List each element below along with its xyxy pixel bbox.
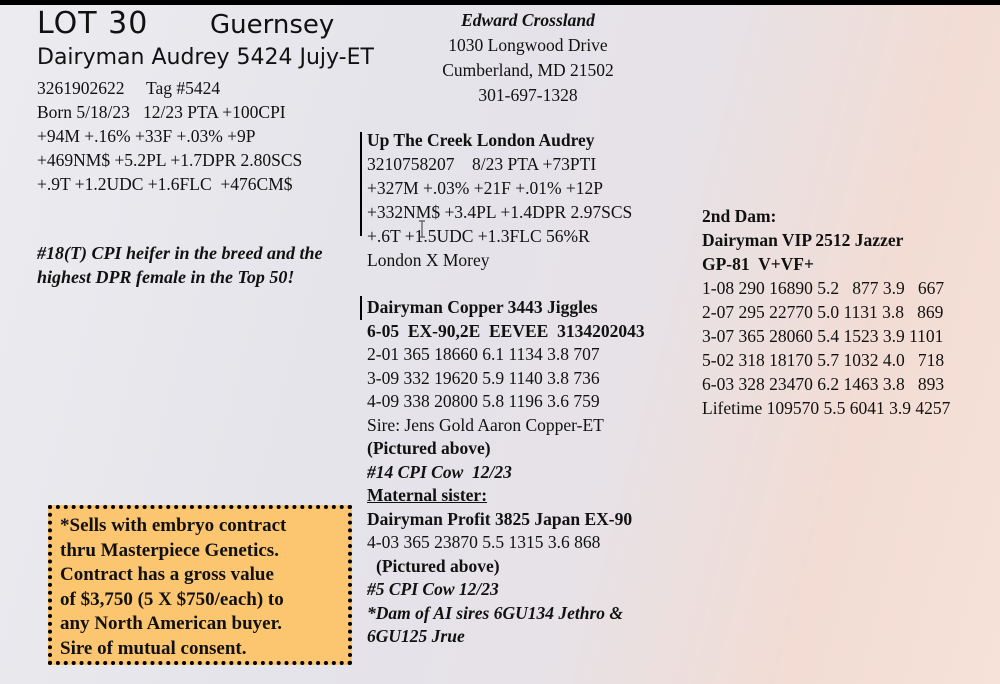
granddam-record: 4-09 338 20800 5.8 1196 3.6 759 <box>367 391 600 411</box>
info-line: +.9T +1.2UDC +1.6FLC +476CM$ <box>37 174 293 194</box>
breeder-address-line1: 1030 Longwood Drive <box>448 35 608 55</box>
dam-line: +327M +.03% +21F +.01% +12P <box>367 178 604 198</box>
top-border <box>0 0 1000 5</box>
granddam-sire: Sire: Jens Gold Aaron Copper-ET <box>367 414 604 435</box>
contract-line: Sire of mutual consent. <box>60 637 247 659</box>
dam-line: 3210758207 8/23 PTA +73PTI <box>367 154 597 174</box>
highlight-line: #18(T) CPI heifer in the breed and the <box>37 243 323 263</box>
second-dam-classification: GP-81 V+VF+ <box>702 254 814 274</box>
breed-label: Guernsey <box>210 10 335 40</box>
maternal-sister-note: 6GU125 Jrue <box>367 626 465 646</box>
dam-name: Up The Creek London Audrey <box>367 130 595 150</box>
dam-section <box>367 128 632 272</box>
info-line: 3261902622 Tag #5424 <box>37 78 221 98</box>
breeder-contact <box>410 8 646 108</box>
second-dam-record: 1-08 290 16890 5.2 877 3.9 667 <box>702 278 945 298</box>
dam-sire-line: London X Morey <box>367 250 490 270</box>
second-dam-section <box>702 204 950 420</box>
highlight-line: highest DPR female in the Top 50! <box>37 267 295 287</box>
maternal-sister-rank: #5 CPI Cow 12/23 <box>367 579 499 599</box>
info-line: +469NM$ +5.2PL +1.7DPR 2.80SCS <box>37 150 303 170</box>
granddam-section <box>367 296 645 649</box>
maternal-sister-name: Dairyman Profit 3825 Japan EX-90 <box>367 508 633 529</box>
embryo-contract-box <box>48 505 352 665</box>
second-dam-lifetime: Lifetime 109570 5.5 6041 3.9 4257 <box>702 398 951 418</box>
animal-name: Dairyman Audrey 5424 Jujy-ET <box>37 45 374 70</box>
second-dam-record: 3-07 365 28060 5.4 1523 3.9 1101 <box>702 326 944 346</box>
contract-line: *Sells with embryo contract <box>60 515 287 536</box>
second-dam-record: 5-02 318 18170 5.7 1032 4.0 718 <box>702 350 945 370</box>
pedigree-line-dam <box>360 132 362 236</box>
maternal-sister-note: *Dam of AI sires 6GU134 Jethro & <box>367 602 624 623</box>
highlight-note <box>37 241 323 289</box>
breeder-address-line2: Cumberland, MD 21502 <box>442 60 614 80</box>
second-dam-label: 2nd Dam: <box>702 206 777 226</box>
maternal-sister-pictured: (Pictured above) <box>376 555 500 576</box>
granddam-classification-text: 6-05 EX-90,2E EEVEE 3134202043 <box>367 320 645 341</box>
second-dam-name: Dairyman VIP 2512 Jazzer <box>702 230 904 250</box>
dam-line: +332NM$ +3.4PL +1.4DPR 2.97SCS <box>367 202 633 222</box>
info-line: +94M +.16% +33F +.03% +9P <box>37 126 256 146</box>
maternal-sister-label: Maternal sister: <box>367 485 488 505</box>
granddam-pictured: (Pictured above) <box>367 438 491 458</box>
second-dam-record: 6-03 328 23470 6.2 1463 3.8 893 <box>702 374 945 394</box>
pedigree-line-granddam <box>360 296 362 320</box>
contract-line: of $3,750 (5 X $750/each) to <box>60 588 284 610</box>
contract-line: Contract has a gross value <box>60 564 274 585</box>
granddam-record: 2-01 365 18660 6.1 1134 3.8 707 <box>367 344 600 364</box>
animal-info <box>37 76 302 196</box>
contract-line: any North American buyer. <box>60 613 283 634</box>
second-dam-record: 2-07 295 22770 5.0 1131 3.8 869 <box>702 302 944 322</box>
breeder-name: Edward Crossland <box>461 10 595 30</box>
granddam-classification <box>367 320 645 344</box>
breeder-phone: 301-697-1328 <box>478 85 578 105</box>
granddam-rank: #14 CPI Cow 12/23 <box>367 461 512 482</box>
maternal-sister-record: 4-03 365 23870 5.5 1315 3.6 868 <box>367 532 601 552</box>
contract-line: thru Masterpiece Genetics. <box>60 539 279 561</box>
info-line: Born 5/18/23 12/23 PTA +100CPI <box>37 102 286 122</box>
granddam-name: Dairyman Copper 3443 Jiggles <box>367 297 598 317</box>
granddam-record: 3-09 332 19620 5.9 1140 3.8 736 <box>367 367 600 388</box>
lot-number: LOT 30 <box>37 6 149 41</box>
text-cursor-icon <box>418 220 426 238</box>
dam-line: +.6T +1.5UDC +1.3FLC 56%R <box>367 226 590 246</box>
